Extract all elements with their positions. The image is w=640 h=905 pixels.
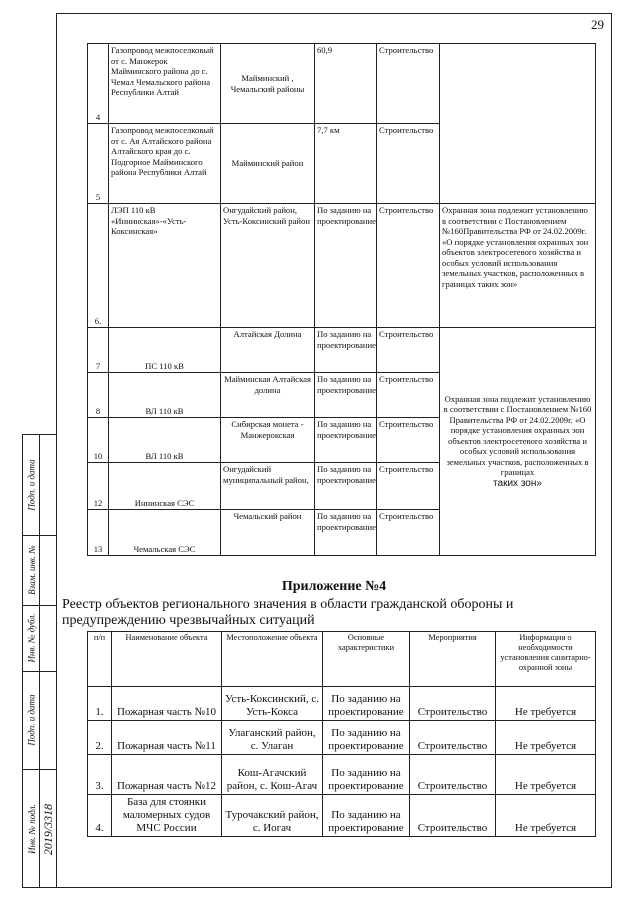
appendix-subtitle: Реестр объектов регионального значения в области гражданской обороны и предупреждению чрезвычайных ситуаций (62, 597, 514, 628)
row-number: 4. (88, 795, 112, 837)
zone-info: Не требуется (496, 795, 596, 837)
object-measure: Строительство (377, 510, 440, 556)
object-name: База для стоянки маломерных судов МЧС России (112, 795, 222, 837)
object-measure: Строительство (377, 418, 440, 463)
object-name: Пожарная часть №10 (112, 687, 222, 721)
object-location: Турочакский район, с. Иогач (222, 795, 323, 837)
stamp-divider (23, 605, 57, 606)
zone-info: Не требуется (496, 721, 596, 755)
stamp-label: Инв. № подл. (26, 804, 37, 854)
object-name: ПС 110 кВ (109, 328, 221, 373)
object-location: Онгудайский район, Усть-Коксинский район (221, 204, 315, 328)
object-characteristics: По заданию на проектирование (315, 418, 377, 463)
object-measure: Строительство (377, 124, 440, 204)
object-characteristics: По заданию на проектирование (323, 795, 410, 837)
object-measure: Строительство (377, 373, 440, 418)
object-name: ЛЭП 110 кВ «Иннинская»-«Усть-Коксинская» (109, 204, 221, 328)
object-name: Пожарная часть №11 (112, 721, 222, 755)
stamp-label: Подп. и дата (26, 694, 37, 746)
table-row (88, 755, 596, 795)
object-characteristics: По заданию на проектирование (315, 328, 377, 373)
stamp-label: Взам. инв. № (26, 545, 37, 595)
object-characteristics: По заданию на проектирование (315, 373, 377, 418)
row-number: 2. (88, 721, 112, 755)
object-location: Майминский , Чемальский районы (221, 44, 315, 124)
row-number: 12 (88, 463, 109, 510)
table-row (88, 721, 596, 755)
stamp-doc-number: 2019/3318 (41, 803, 55, 855)
object-measure: Строительство (410, 721, 496, 755)
side-stamp (22, 434, 56, 888)
object-name: Чемальская СЭС (109, 510, 221, 556)
stamp-divider (23, 671, 57, 672)
object-name: Иннинская СЭС (109, 463, 221, 510)
object-characteristics: По заданию на проектирование (323, 687, 410, 721)
stamp-divider (23, 535, 57, 536)
object-characteristics: По заданию на проектирование (323, 755, 410, 795)
object-location: Чемальский район (221, 510, 315, 556)
stamp-label: Инв. № дубл. (26, 613, 37, 663)
appendix-title: Приложение №4 (281, 579, 387, 594)
zone-info: Не требуется (496, 687, 596, 721)
civil-defense-registry-table (87, 631, 596, 837)
object-measure: Строительство (410, 795, 496, 837)
object-name: ВЛ 110 кВ (109, 373, 221, 418)
zone-info-merged (440, 328, 596, 556)
object-location: Алтайская Долина (221, 328, 315, 373)
row-number: 4 (88, 44, 109, 124)
row-number: 8 (88, 373, 109, 418)
object-name: ВЛ 110 кВ (109, 418, 221, 463)
object-measure: Строительство (377, 204, 440, 328)
object-characteristics: По заданию на проектирование (315, 204, 377, 328)
objects-table-continued (87, 43, 596, 556)
object-characteristics: По заданию на проектирование (323, 721, 410, 755)
header-cell: Мероприятия (410, 632, 496, 687)
row-number: 5 (88, 124, 109, 204)
header-cell: Информация о необходимости установления санитарно-охранной зоны (496, 632, 596, 687)
row-number: 1. (88, 687, 112, 721)
table-row (88, 795, 596, 837)
object-location: Майминская Алтайская долина (221, 373, 315, 418)
object-name: Пожарная часть №12 (112, 755, 222, 795)
object-measure: Строительство (410, 687, 496, 721)
zone-info: Не требуется (496, 755, 596, 795)
zone-info-text: Охранная зона подлежит установлению в соответствии с Постановлением №160 Правительства РФ от 24.02.2009г. «О порядке установления охранных зон объектов электросетевого хозяйства и особых условий использования земельных участков, расположенных в границах (443, 393, 592, 478)
row-number: 6. (88, 204, 109, 328)
stamp-divider (23, 769, 57, 770)
table-header-row (88, 632, 596, 687)
table-row (88, 328, 596, 373)
header-cell: п/п (88, 632, 112, 687)
object-measure: Строительство (377, 44, 440, 124)
object-name: Газопровод межпоселковый от с. Ая Алтайского района Алтайского края до с. Подгорное Майминского района Республики Алтай (109, 124, 221, 204)
table-row (88, 44, 596, 124)
row-number: 3. (88, 755, 112, 795)
stamp-label: Подп. и дата (26, 459, 37, 511)
object-characteristics: По заданию на проектирование (315, 510, 377, 556)
page-number: 29 (591, 17, 604, 32)
object-location: Сибирская монета - Манжерокская (221, 418, 315, 463)
row-number: 7 (88, 328, 109, 373)
row-number: 10 (88, 418, 109, 463)
table-row (88, 687, 596, 721)
object-characteristics: 60,9 (315, 44, 377, 124)
zone-info-empty (440, 44, 596, 204)
object-location: Улаганский район, с. Улаган (222, 721, 323, 755)
object-location: Усть-Коксинский, с. Усть-Кокса (222, 687, 323, 721)
zone-info-tail: таких зон» (493, 477, 542, 489)
header-cell: Основные характеристики (323, 632, 410, 687)
row-number: 13 (88, 510, 109, 556)
object-location: Майминский район (221, 124, 315, 204)
object-name: Газопровод межпоселковый от с. Манжерок Майминского района до с. Чемал Чемальского района Республики Алтай (109, 44, 221, 124)
zone-info: Охранная зона подлежит установлению в соответствии с Постановлением №160Правительства РФ от 24.02.2009г. «О порядке установления охранных зон объектов электросетевого хозяйства и особых условий использования земельных участков, расположенных в границах таких зон» (440, 204, 596, 328)
object-location: Кош-Агачский район, с. Кош-Агач (222, 755, 323, 795)
object-measure: Строительство (410, 755, 496, 795)
table-row (88, 204, 596, 328)
object-location: Онгудайский муниципальный район, (221, 463, 315, 510)
header-cell: Наименование объекта (112, 632, 222, 687)
object-characteristics: По заданию на проектирование (315, 463, 377, 510)
object-measure: Строительство (377, 328, 440, 373)
header-cell: Местоположение объекта (222, 632, 323, 687)
object-characteristics: 7,7 км (315, 124, 377, 204)
object-measure: Строительство (377, 463, 440, 510)
